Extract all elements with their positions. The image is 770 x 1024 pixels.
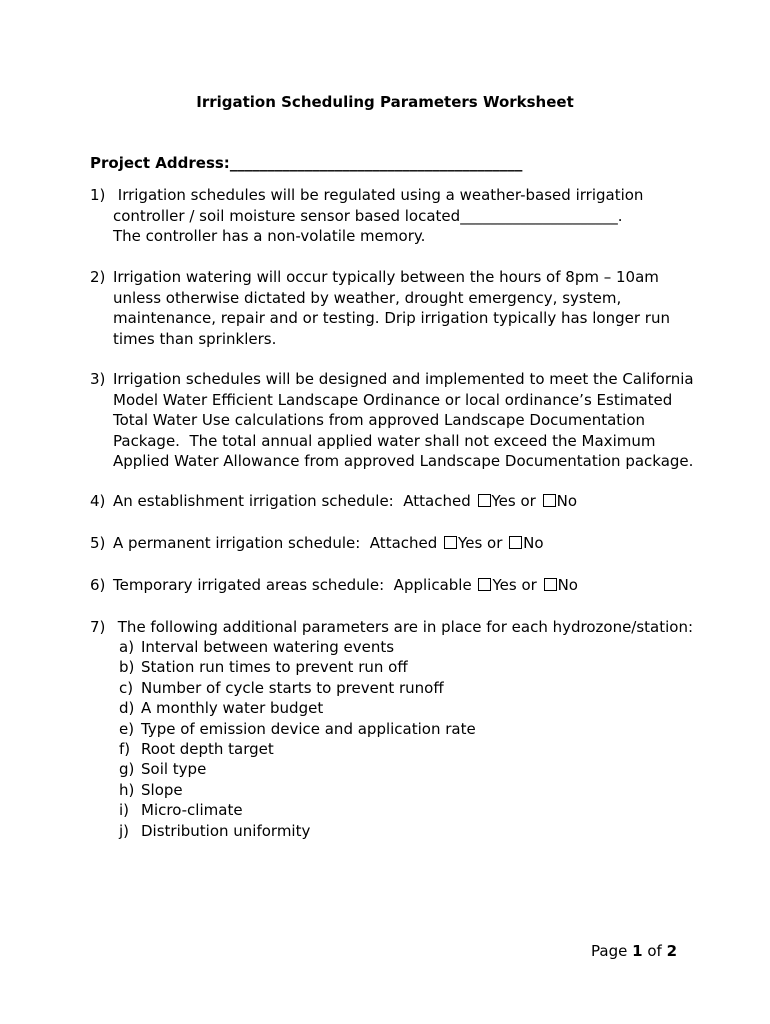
- list-letter: e): [119, 719, 135, 738]
- item-3-line-2: Model Water Efficient Landscape Ordinance or local ordinance’s Estimated: [113, 390, 673, 409]
- list-item: [119, 698, 476, 718]
- no-label: No: [523, 534, 544, 552]
- page-number: [591, 942, 677, 960]
- no-checkbox[interactable]: [509, 536, 522, 549]
- list-label: Slope: [141, 780, 183, 799]
- list-letter: d): [119, 699, 135, 718]
- item-number: 1): [90, 186, 106, 204]
- project-address-blank[interactable]: _______________________________________: [229, 154, 523, 172]
- item-1: [90, 185, 730, 247]
- item-7: [90, 617, 730, 638]
- yes-label: Yes or: [491, 492, 536, 510]
- item-6: [90, 575, 730, 596]
- no-checkbox[interactable]: [544, 578, 557, 591]
- list-item: [119, 678, 476, 698]
- item-1-line-3: The controller has a non-volatile memory.: [113, 227, 426, 245]
- list-letter: i): [119, 801, 130, 820]
- yes-checkbox[interactable]: [478, 578, 491, 591]
- item-3-line-4: Package. The total annual applied water shall not exceed the Maximum: [113, 431, 656, 450]
- item-number: 6): [90, 576, 106, 594]
- item-number: 7): [90, 618, 106, 636]
- no-checkbox[interactable]: [543, 494, 556, 507]
- list-item: [119, 719, 476, 739]
- list-letter: g): [119, 760, 135, 779]
- item-5-text: A permanent irrigation schedule: Attached: [113, 534, 438, 552]
- list-letter: j): [119, 821, 130, 840]
- list-label: Number of cycle starts to prevent runoff: [141, 678, 444, 697]
- list-item: [119, 657, 476, 677]
- list-letter: c): [119, 678, 134, 697]
- list-label: Interval between watering events: [141, 638, 395, 656]
- item-number: 3): [90, 370, 106, 388]
- item-6-text: Temporary irrigated areas schedule: Applicable: [113, 576, 472, 594]
- list-label: Distribution uniformity: [141, 821, 311, 840]
- item-2-line-3: maintenance, repair and or testing. Drip irrigation typically has longer run: [113, 309, 670, 327]
- item-3-line-1: Irrigation schedules will be designed and implemented to meet the California: [113, 370, 694, 388]
- item-1-line-2: controller / soil moisture sensor based located: [113, 206, 461, 225]
- list-label: Root depth target: [141, 740, 274, 759]
- item-2: [90, 267, 730, 349]
- list-item: [119, 739, 476, 759]
- item-5: [90, 533, 730, 554]
- no-label: No: [556, 492, 578, 510]
- no-label: No: [557, 576, 578, 594]
- list-label: A monthly water budget: [141, 699, 324, 718]
- total-pages: 2: [666, 942, 678, 960]
- item-1-line-1: Irrigation schedules will be regulated using a weather-based irrigation: [113, 186, 644, 204]
- list-label: Micro-climate: [141, 801, 243, 820]
- controller-location-blank[interactable]: _____________________.: [460, 206, 623, 225]
- list-item: [119, 800, 476, 820]
- item-4-text: An establishment irrigation schedule: Attached: [113, 492, 471, 510]
- project-address-field: [90, 154, 522, 172]
- project-address-label: Project Address:: [90, 154, 230, 172]
- item-3-line-5: Applied Water Allowance from approved Landscape Documentation package.: [113, 452, 694, 470]
- current-page: 1: [632, 942, 643, 960]
- item-2-line-1: Irrigation watering will occur typically between the hours of 8pm – 10am: [113, 268, 659, 286]
- list-letter: f): [119, 740, 131, 759]
- page-label: Page: [591, 942, 628, 960]
- list-letter: b): [119, 658, 135, 677]
- item-3: [90, 369, 730, 472]
- item-number: 4): [90, 492, 106, 510]
- list-item: [119, 821, 476, 841]
- of-label: of: [647, 942, 662, 960]
- list-label: Station run times to prevent run off: [141, 658, 408, 677]
- yes-label: Yes or: [458, 534, 503, 552]
- item-number: 5): [90, 534, 106, 552]
- item-4: [90, 491, 730, 512]
- list-letter: h): [119, 780, 135, 799]
- list-label: Type of emission device and application rate: [141, 719, 476, 738]
- list-label: Soil type: [141, 760, 207, 779]
- parameters-list: [119, 637, 476, 841]
- document-title: Irrigation Scheduling Parameters Worksheet: [196, 93, 574, 111]
- list-item: [119, 780, 476, 800]
- yes-checkbox[interactable]: [478, 494, 491, 507]
- item-2-line-2: unless otherwise dictated by weather, drought emergency, system,: [113, 288, 622, 307]
- item-7-text: The following additional parameters are in place for each hydrozone/station:: [113, 618, 694, 636]
- item-number: 2): [90, 268, 106, 286]
- list-item: [119, 759, 476, 779]
- item-3-line-3: Total Water Use calculations from approved Landscape Documentation: [113, 411, 646, 429]
- item-2-line-4: times than sprinklers.: [113, 329, 277, 348]
- yes-label: Yes or: [492, 576, 537, 594]
- list-letter: a): [119, 638, 135, 656]
- yes-checkbox[interactable]: [444, 536, 457, 549]
- list-item: [119, 637, 476, 657]
